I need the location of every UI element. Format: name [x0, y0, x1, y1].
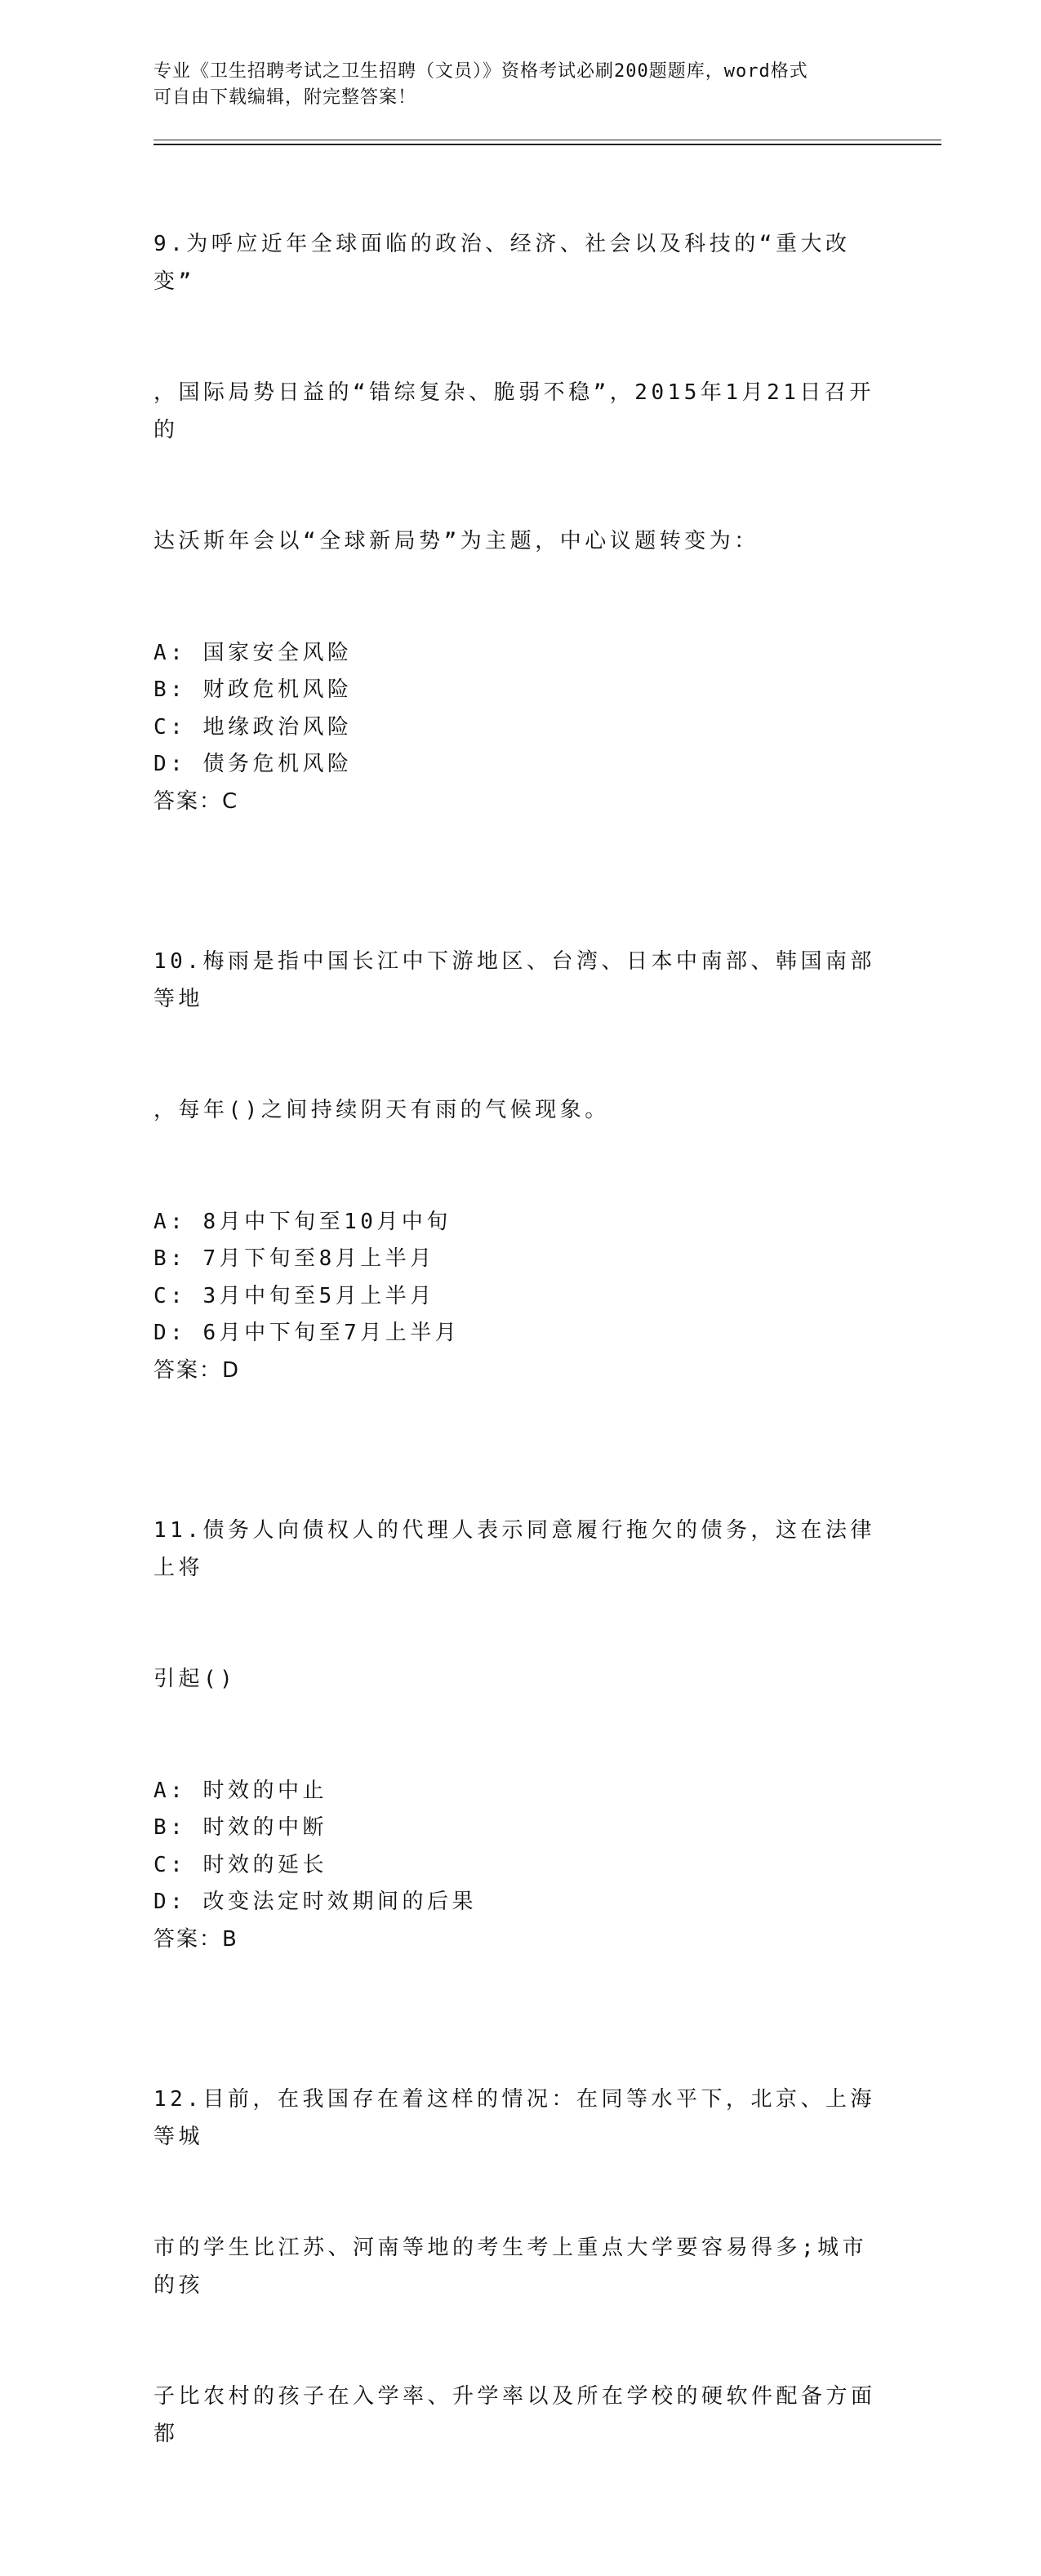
stem-line: 市的学生比江苏、河南等地的考生考上重点大学要容易得多;城市的孩: [153, 2236, 868, 2298]
option-d: D: 6月中下旬至7月上半月: [153, 1321, 460, 1345]
option-c: C: 时效的延长: [153, 1852, 327, 1877]
header-line-1: 专业《卫生招聘考试之卫生招聘（文员）》资格考试必刷200题题库，word格式: [153, 61, 808, 82]
question-11: [153, 1438, 888, 1958]
answer: 答案：B: [153, 1926, 238, 1952]
question-10: [153, 869, 888, 1389]
option-d: D: 债务危机风险: [153, 752, 353, 776]
question-stem: [153, 869, 888, 1204]
option-b: B: 7月下旬至8月上半月: [153, 1246, 435, 1271]
stem-line: 9.为呼应近年全球面临的政治、经济、社会以及科技的“重大改变”: [153, 232, 851, 294]
option-a: A: 国家安全风险: [153, 640, 353, 665]
question-9: [153, 152, 888, 820]
option-b: B: 财政危机风险: [153, 677, 353, 702]
stem-line: 引起(): [153, 1667, 237, 1691]
stem-line: 子比农村的孩子在入学率、升学率以及所在学校的硬软件配备方面都: [153, 2384, 876, 2446]
header-line-2: 可自由下载编辑，附完整答案！: [153, 87, 417, 108]
option-d: D: 改变法定时效期间的后果: [153, 1890, 477, 1914]
option-b: B: 时效的中断: [153, 1815, 327, 1840]
question-list: [153, 152, 888, 2576]
option-a: A: 时效的中止: [153, 1778, 327, 1803]
stem-line: 12.目前，在我国存在着这样的情况：在同等水平下，北京、上海等城: [153, 2087, 875, 2149]
option-a: A: 8月中下旬至10月中旬: [153, 1209, 452, 1234]
question-12: [153, 2007, 888, 2527]
stem-line: 10.梅雨是指中国长江中下游地区、台湾、日本中南部、韩国南部等地: [153, 949, 875, 1011]
option-c: C: 3月中旬至5月上半月: [153, 1283, 435, 1308]
document-header: [153, 59, 872, 111]
answer: 答案：C: [153, 788, 239, 814]
header-divider-thick: [153, 144, 941, 145]
stem-line: 11.债务人向债权人的代理人表示同意履行拖欠的债务，这在法律上将: [153, 1518, 875, 1580]
answer: 答案：D: [153, 1357, 241, 1383]
question-stem: [153, 1438, 888, 1773]
stem-line: ，国际局势日益的“错综复杂、脆弱不稳”，2015年1月21日召开的: [153, 380, 874, 442]
stem-line: 达沃斯年会以“全球新局势”为主题，中心议题转变为：: [153, 529, 759, 553]
stem-line: ，每年()之间持续阴天有雨的气候现象。: [153, 1098, 610, 1122]
question-stem: [153, 2007, 888, 2527]
question-stem: [153, 152, 888, 635]
option-c: C: 地缘政治风险: [153, 714, 353, 739]
